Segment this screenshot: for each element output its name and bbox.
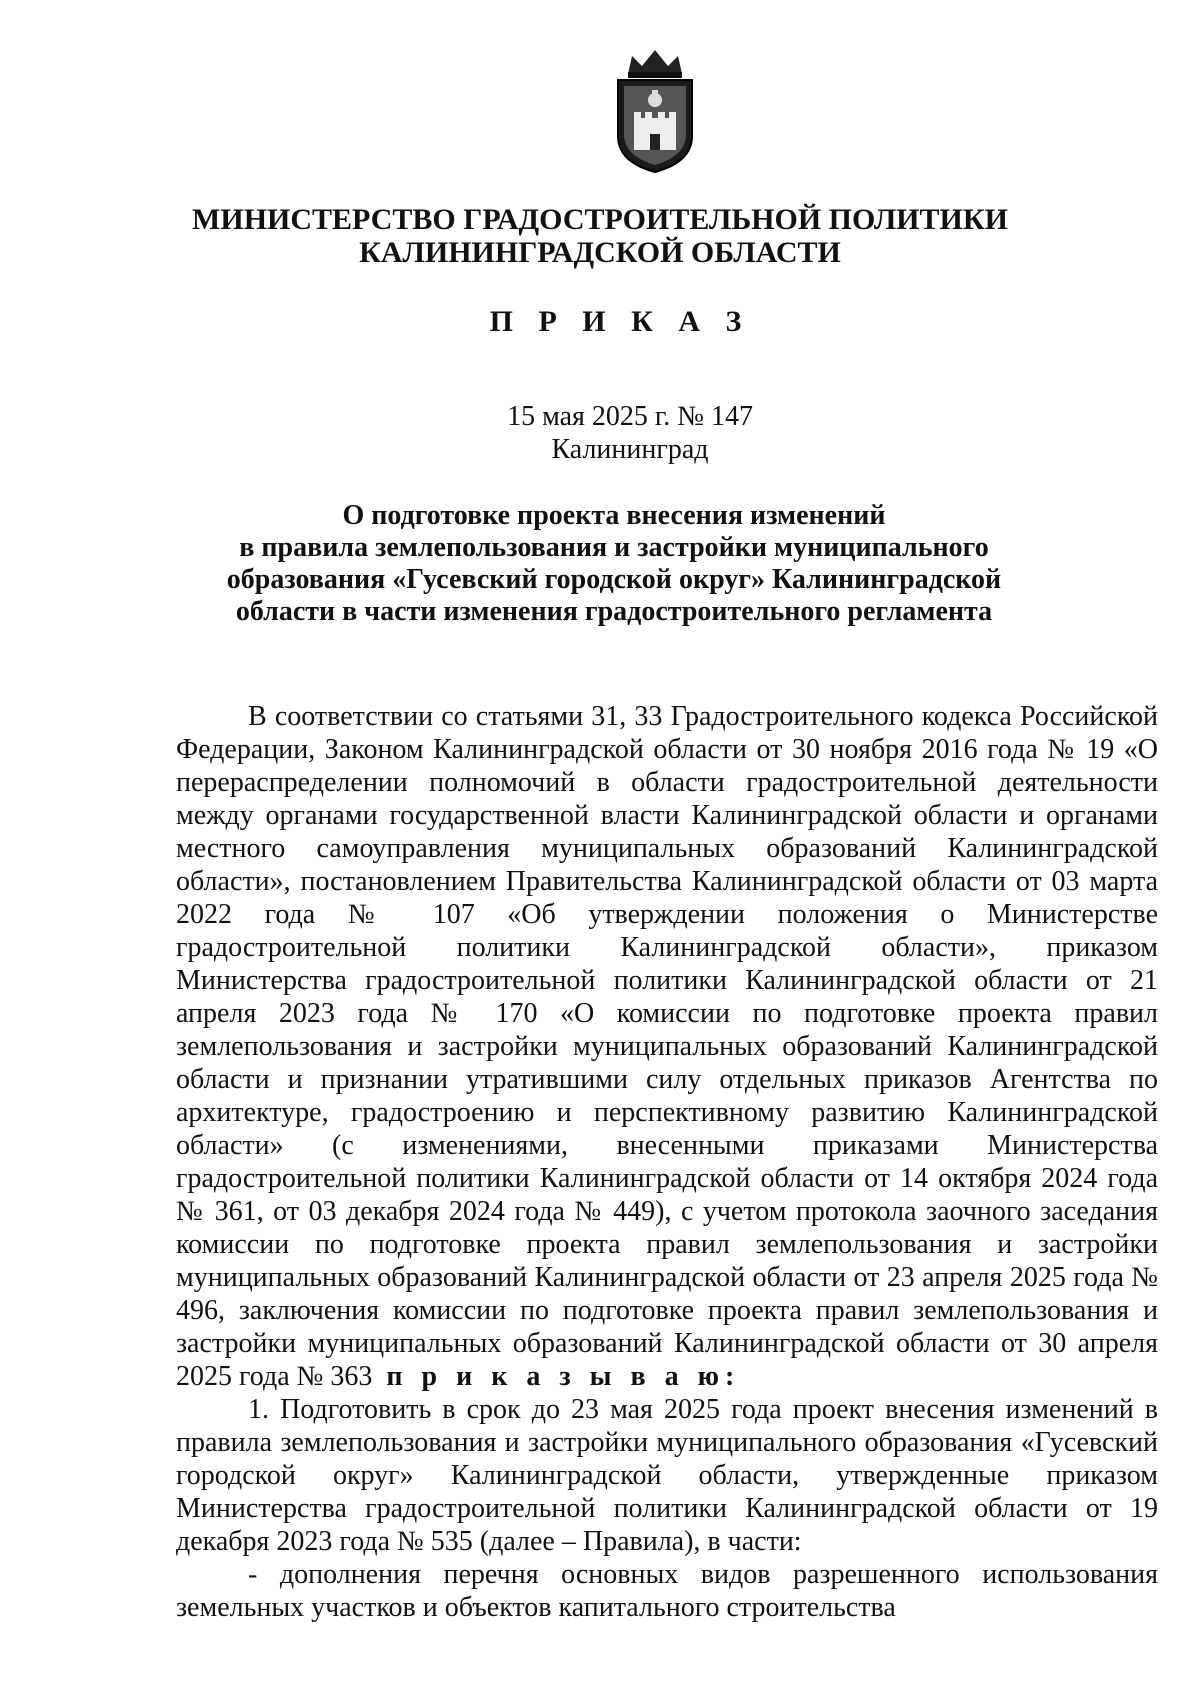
coat-of-arms-emblem [606, 44, 704, 176]
item-1-subitem: - дополнения перечня основных видов разрешенного использования земельных участков и объектов капитального строительства [176, 1559, 1158, 1623]
date-and-place [0, 400, 1200, 466]
subject-line-3: образования «Гусевский городской округ» Калининградской [226, 564, 1002, 595]
document-type: П Р И К А З [489, 305, 751, 338]
ministry-line-1: МИНИСТЕРСТВО ГРАДОСТРОИТЕЛЬНОЙ ПОЛИТИКИ [192, 203, 1008, 236]
order-subject [0, 500, 1200, 628]
preamble-paragraph [176, 700, 1158, 1393]
ministry-name [0, 203, 1200, 269]
directive-word: п р и к а з ы в а ю: [386, 1361, 741, 1392]
city: Калининград [551, 434, 709, 465]
preamble-text: В соответствии со статьями 31, 33 Градостроительного кодекса Российской Федерации, Законом Калининградской области от 30 ноября 2016 года № 19 «О перераспределении полномочий в области градостроительной деятельности между органами государственной власти Калининградской области и органами местного самоуправления муниципальных образований Калининградской области», постановлением Правительства Калининградской области от 03 марта 2022 года № 107 «Об утверждении положения о Министерстве градостроительной политики Калининградской области», приказом Министерства градостроительной политики Калининградской области от 21 апреля 2023 года № 170 «О комиссии по подготовке проекта правил землепользования и застройки муниципальных образований Калининградской области и признании утратившими силу отдельных приказов Агентства по архитектуре, градостроению и перспективному развитию Калининградской области» (с изменениями, внесенными приказами Министерства градостроительной политики Калининградской области от 14 октября 2024 года № 361, от 03 декабря 2024 года № 449), с учетом протокола заочного заседания комиссии по подготовке проекта правил землепользования и застройки муниципальных образований Калининградской области от 23 апреля 2025 года № 496, заключения комиссии по подготовке проекта правил землепользования и застройки муниципальных образований Калининградской области от 30 апреля 2025 года № 363 [176, 701, 1158, 1392]
order-body [176, 700, 1158, 1624]
subject-line-1: О подготовке проекта внесения изменений [342, 500, 886, 531]
subject-line-2: в правила землепользования и застройки муниципального [239, 532, 989, 563]
subject-line-4: области в части изменения градостроительного регламента [235, 596, 993, 627]
date-number: 15 мая 2025 г. № 147 [507, 401, 753, 432]
item-1-paragraph: 1. Подготовить в срок до 23 мая 2025 года проект внесения изменений в правила землепользования и застройки муниципального образования «Гусевский городской округ» Калининградской области, утвержденные приказом Министерства градостроительной политики Калининградской области от 19 декабря 2023 года № 535 (далее – Правила), в части: [176, 1394, 1158, 1557]
ministry-line-2: КАЛИНИНГРАДСКОЙ ОБЛАСТИ [359, 236, 841, 269]
